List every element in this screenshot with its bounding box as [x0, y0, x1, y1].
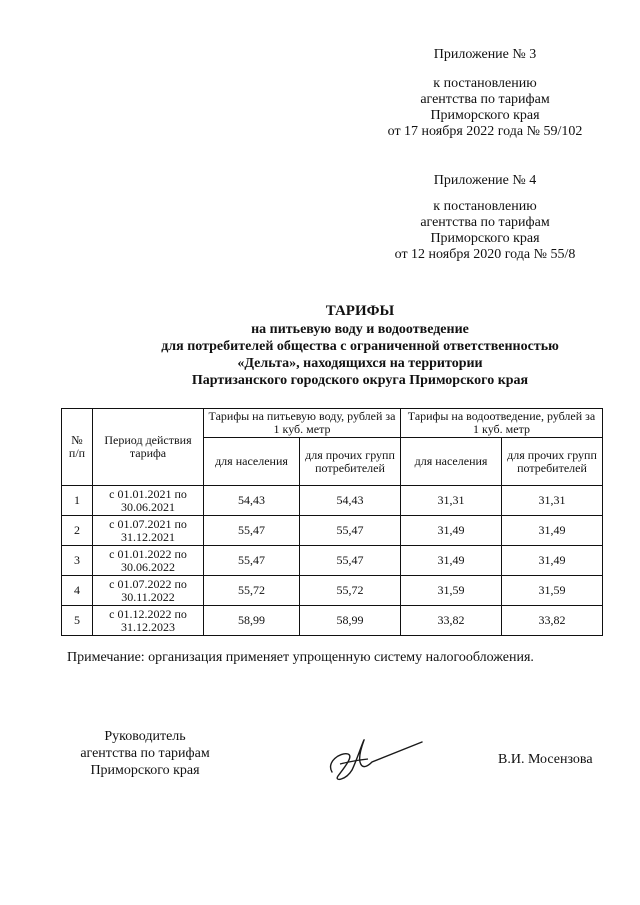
document-subtitle-3: «Дельта», находящихся на территории [237, 356, 483, 371]
water-other-value: 55,47 [300, 516, 401, 546]
water-population-value: 55,72 [204, 576, 300, 606]
table-row [62, 486, 603, 516]
header-sewage-tariffs: Тарифы на водоотведение, рублей за 1 куб. метр [401, 409, 603, 438]
sewage-other-value: 33,82 [502, 606, 603, 636]
header-number: № п/п [62, 409, 93, 486]
water-other-value: 54,43 [300, 486, 401, 516]
tariff-table [61, 408, 603, 636]
handwritten-signature [318, 732, 428, 787]
row-number: 5 [62, 606, 93, 636]
row-number: 3 [62, 546, 93, 576]
appendix-3-header [360, 47, 610, 63]
signer-line-1: Руководитель [104, 729, 186, 744]
appendix-4-line-3: Приморского края [430, 231, 540, 246]
appendix-3-line-3: Приморского края [430, 108, 540, 123]
appendix-3-line-4: от 17 ноября 2022 года № 59/102 [387, 124, 583, 139]
water-other-value: 55,47 [300, 546, 401, 576]
appendix-4-line-2: агентства по тарифам [420, 215, 550, 230]
appendix-4-details [360, 199, 610, 263]
appendix-4-line-1: к постановлению [433, 199, 537, 214]
header-period: Период действия тарифа [93, 409, 204, 486]
signer-line-3: Приморского края [90, 763, 200, 778]
row-number: 1 [62, 486, 93, 516]
signer-line-2: агентства по тарифам [80, 746, 210, 761]
row-number: 2 [62, 516, 93, 546]
sewage-other-value: 31,59 [502, 576, 603, 606]
header-water-tariffs: Тарифы на питьевую воду, рублей за 1 куб. метр [204, 409, 401, 438]
document-subtitle-4: Партизанского городского округа Приморского края [191, 373, 529, 388]
sewage-population-value: 33,82 [401, 606, 502, 636]
appendix-3-line-2: агентства по тарифам [420, 92, 550, 107]
water-other-value: 58,99 [300, 606, 401, 636]
sewage-population-value: 31,49 [401, 546, 502, 576]
sewage-population-value: 31,59 [401, 576, 502, 606]
appendix-4-header [360, 173, 610, 189]
sewage-other-value: 31,49 [502, 546, 603, 576]
table-row [62, 576, 603, 606]
header-sewage-other: для прочих групп потребителей [502, 438, 603, 486]
sewage-population-value: 31,49 [401, 516, 502, 546]
tax-note: Примечание: организация применяет упрощенную систему налогообложения. [67, 650, 534, 665]
signer-position [60, 728, 230, 779]
water-population-value: 55,47 [204, 546, 300, 576]
appendix-4-title: Приложение № 4 [433, 173, 537, 188]
appendix-3-line-1: к постановлению [433, 76, 537, 91]
water-population-value: 58,99 [204, 606, 300, 636]
row-period: с 01.01.2021 по 30.06.2021 [93, 486, 204, 516]
water-population-value: 55,47 [204, 516, 300, 546]
row-period: с 01.01.2022 по 30.06.2022 [93, 546, 204, 576]
row-period: с 01.12.2022 по 31.12.2023 [93, 606, 204, 636]
appendix-3-details [360, 76, 610, 140]
table-row [62, 606, 603, 636]
header-water-other: для прочих групп потребителей [300, 438, 401, 486]
row-period: с 01.07.2022 по 30.11.2022 [93, 576, 204, 606]
row-number: 4 [62, 576, 93, 606]
table-row [62, 516, 603, 546]
water-other-value: 55,72 [300, 576, 401, 606]
table-row [62, 546, 603, 576]
header-water-population: для населения [204, 438, 300, 486]
row-period: с 01.07.2021 по 31.12.2021 [93, 516, 204, 546]
sewage-population-value: 31,31 [401, 486, 502, 516]
appendix-3-title: Приложение № 3 [433, 47, 537, 62]
document-subtitle-2: для потребителей общества с ограниченной ответственностью [161, 339, 559, 354]
sewage-other-value: 31,31 [502, 486, 603, 516]
document-subtitle-1: на питьевую воду и водоотведение [251, 322, 469, 337]
water-population-value: 54,43 [204, 486, 300, 516]
signer-name: В.И. Мосензова [498, 752, 593, 767]
header-sewage-population: для населения [401, 438, 502, 486]
appendix-4-line-4: от 12 ноября 2020 года № 55/8 [394, 247, 576, 262]
sewage-other-value: 31,49 [502, 516, 603, 546]
document-title: ТАРИФЫ [325, 303, 395, 319]
